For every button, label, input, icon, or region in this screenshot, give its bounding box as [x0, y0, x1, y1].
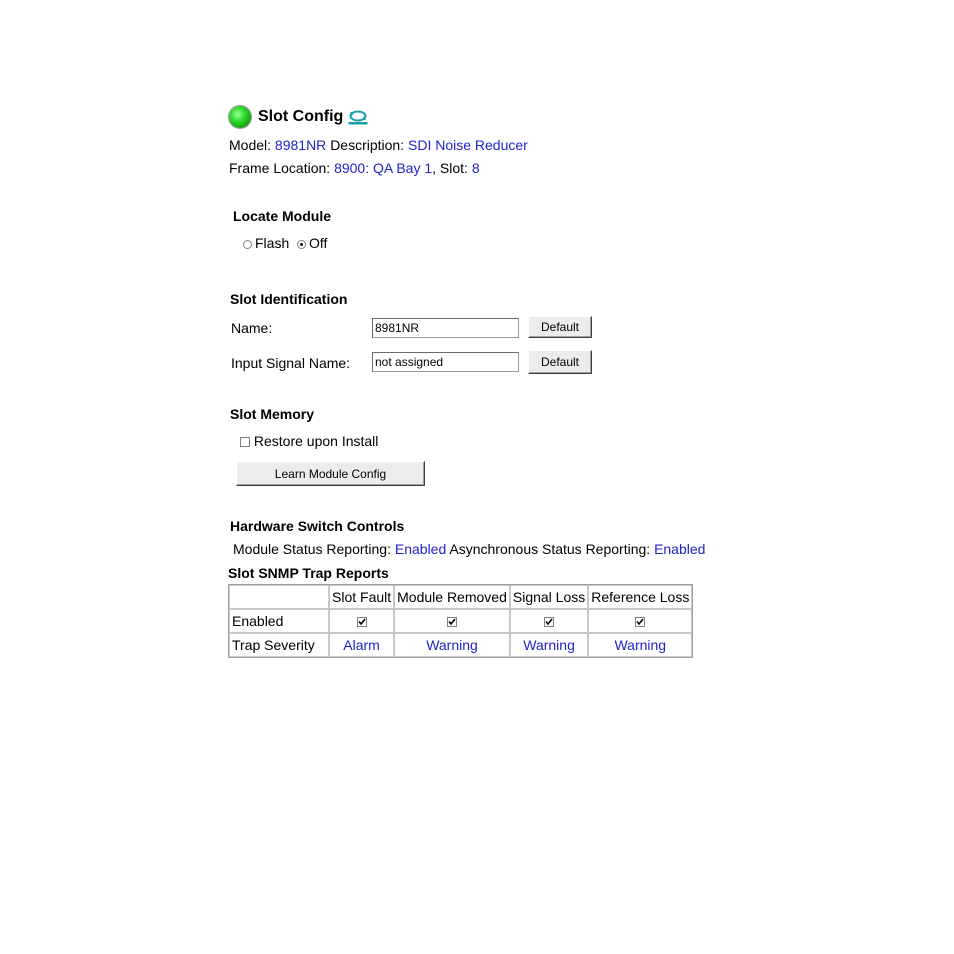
enabled-checkbox[interactable] [357, 617, 367, 627]
locate-module-heading: Locate Module [233, 208, 332, 224]
frame-location-line [229, 160, 480, 176]
hardware-switch-heading: Hardware Switch Controls [230, 518, 405, 534]
refresh-icon[interactable] [348, 109, 368, 125]
radio-flash-button[interactable] [243, 240, 252, 249]
enabled-cell [329, 609, 394, 633]
snmp-heading: Slot SNMP Trap Reports [228, 565, 389, 581]
enabled-cell [588, 609, 692, 633]
restore-label: Restore upon Install [253, 433, 379, 449]
table-corner-cell [229, 585, 329, 609]
slot-separator: , [432, 160, 437, 176]
enabled-checkbox[interactable] [447, 617, 457, 627]
input-signal-default-button[interactable]: Default [528, 350, 592, 374]
restore-upon-install[interactable] [240, 433, 378, 449]
enabled-cell [510, 609, 588, 633]
name-input[interactable] [372, 318, 519, 338]
radio-flash-label: Flash [255, 235, 290, 251]
restore-checkbox[interactable] [240, 437, 250, 447]
description-label: Description: [330, 137, 405, 153]
radio-flash[interactable] [243, 235, 289, 251]
severity-value[interactable]: Alarm [329, 633, 394, 657]
severity-value[interactable]: Warning [394, 633, 510, 657]
async-status-label: Asynchronous Status Reporting: [449, 541, 651, 557]
table-header-row [229, 585, 692, 609]
col-header: Reference Loss [588, 585, 692, 609]
slot-label: Slot: [439, 160, 468, 176]
row-label-severity: Trap Severity [229, 633, 329, 657]
name-default-button[interactable]: Default [528, 316, 592, 338]
name-label: Name: [231, 320, 273, 336]
model-value: 8981NR [274, 137, 327, 153]
radio-off-button[interactable] [297, 240, 306, 249]
slot-value: 8 [471, 160, 480, 176]
locate-module-options [243, 235, 327, 251]
severity-value[interactable]: Warning [588, 633, 692, 657]
module-status-label: Module Status Reporting: [233, 541, 391, 557]
input-signal-name-input[interactable] [372, 352, 519, 372]
slot-identification-heading: Slot Identification [230, 291, 348, 307]
module-status-value: Enabled [394, 541, 447, 557]
severity-value[interactable]: Warning [510, 633, 588, 657]
hardware-switch-line [233, 541, 705, 557]
enabled-checkbox[interactable] [544, 617, 554, 627]
model-label: Model: [229, 137, 272, 153]
radio-off-label: Off [309, 235, 328, 251]
header [229, 104, 368, 130]
description-value: SDI Noise Reducer [408, 137, 528, 153]
frame-location-value[interactable]: 8900: QA Bay 1 [334, 160, 433, 176]
col-header: Slot Fault [329, 585, 394, 609]
enabled-checkbox[interactable] [635, 617, 645, 627]
model-line [229, 137, 528, 153]
col-header: Module Removed [394, 585, 510, 609]
async-status-value: Enabled [654, 541, 706, 557]
frame-location-label: Frame Location: [229, 160, 331, 176]
page-title: Slot Config [258, 108, 344, 125]
input-signal-name-label: Input Signal Name: [231, 355, 351, 371]
table-row-severity [229, 633, 692, 657]
row-label-enabled: Enabled [229, 609, 329, 633]
table-row-enabled [229, 609, 692, 633]
green-status-led-icon [229, 106, 251, 128]
col-header: Signal Loss [510, 585, 588, 609]
radio-off[interactable] [297, 235, 327, 251]
enabled-cell [394, 609, 510, 633]
snmp-trap-table [228, 584, 693, 658]
learn-module-config-button[interactable]: Learn Module Config [236, 461, 425, 486]
slot-memory-heading: Slot Memory [230, 406, 315, 422]
